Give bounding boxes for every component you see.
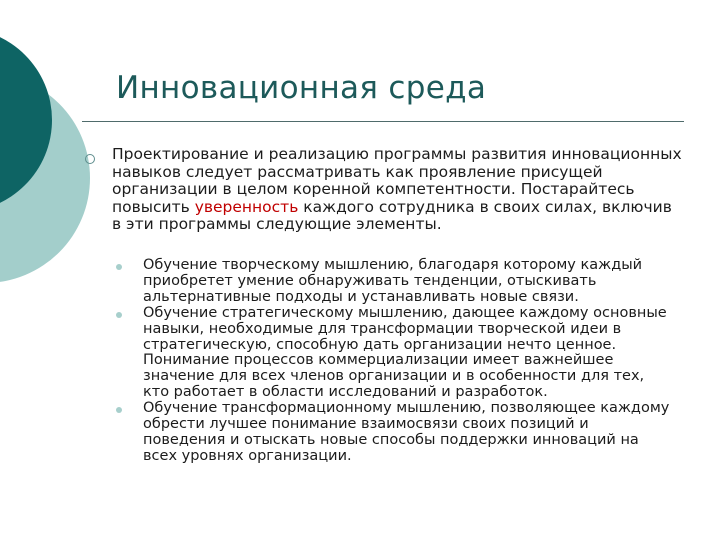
sub-bullet-text: Обучение стратегическому мышлению, дающее каждому основные навыки, необходимые для трансформации творческой идеи в стратегическую, способную дать организации нечто ценное. Понимание процессов коммерциализации имеет важнейшее значение для всех членов организации и в особенности для тех, кто работает в области исследований и разработок. [143,304,667,401]
list-item [112,306,672,401]
main-bullet-item [82,146,682,234]
dot-bullet-icon [116,407,122,413]
list-item [112,401,672,465]
slide-title: Инновационная среда [116,70,487,106]
list-item [112,258,672,306]
main-text-part-2: каждого сотрудника в своих силах, включив в эти программы следующие элементы. [112,197,672,234]
sub-bullet-list [112,258,672,465]
sub-bullet-text: Обучение трансформационному мышлению, позволяющее каждому обрести лучшее понимание взаимосвязи своих позиций и поведения и отыскать новые способы поддержки инноваций на всех уровнях организации. [143,400,670,464]
hollow-circle-bullet-icon [85,154,95,164]
dot-bullet-icon [116,312,122,318]
main-text-part-1: Проектирование и реализацию программы развития инновационных навыков следует рассматривать как проявление присущей организации в целом коренной компетентности. Постарайтесь повысить [112,145,682,216]
main-bullet-text [112,146,682,234]
title-divider [82,121,684,122]
sub-bullet-text: Обучение творческому мышлению, благодаря которому каждый приобретет умение обнаруживать тенденции, отыскивать альтернативные подходы и устанавливать новые связи. [143,257,643,305]
highlighted-word: уверенность [194,197,299,216]
dot-bullet-icon [116,264,122,270]
